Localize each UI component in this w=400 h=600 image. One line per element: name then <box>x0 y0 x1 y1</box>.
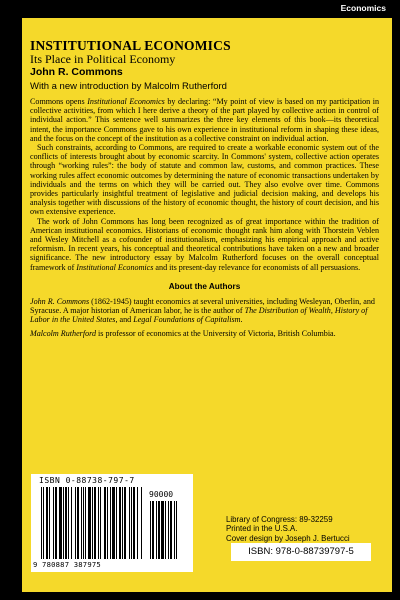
author-name: John R. Commons <box>30 296 90 306</box>
blurb <box>30 97 379 272</box>
barcode-supplement: 90000 <box>149 490 174 499</box>
book-title-italic: Institutional Economics <box>87 97 165 106</box>
publisher-info <box>226 515 350 543</box>
bio-text: . <box>240 315 243 325</box>
blurb-text: by declaring: “My point of view is based on my participation in collective activities, from which I here derive a theory of the part played by collective action in control of individual action.” This sentence well summarizes the three key elements of this book—its theoretical intent, the importance Commons gave to his own experience in institutional reform in shaping these ideas, and the focus on the concept of the institution as a collective constraint on individual action. <box>30 97 379 143</box>
blurb-paragraph-1 <box>30 97 379 143</box>
blurb-paragraph-3 <box>30 217 379 272</box>
work-title: Legal Foundations of Capitalism <box>133 315 241 325</box>
work-title: The Distribution of Wealth <box>244 306 331 316</box>
intro-credit: With a new introduction by Malcolm Rutherford <box>30 81 227 92</box>
work-title: History of Labor in the United States <box>30 306 368 325</box>
isbn-label: ISBN 0-88738-797-7 <box>39 476 135 485</box>
author-bio-commons <box>30 297 379 325</box>
blurb-text: and its present-day relevance for economists of all persuasions. <box>153 262 361 272</box>
bio-text: (1862-1945) taught economics at several universities, including Wesleyan, Oberlin, and Syracuse. A major historian of American labor, he is the author of <box>30 296 375 316</box>
author-bio-rutherford <box>30 329 379 338</box>
bio-text: is professor of economics at the University of Victoria, British Columbia. <box>96 329 336 339</box>
supplement-bars <box>150 501 184 559</box>
about-heading: About the Authors <box>168 281 241 291</box>
printed-in: Printed in the U.S.A. <box>226 524 298 534</box>
blurb-text: The work of John Commons has long been recognized as of great importance within the tradition of American institutional economics. Historians of economic thought rank him along with Thorstein Veblen and Wesley Mitchell as a cofounder of institutionalism, emphasizing his empirical approach and active reformism. In recent years, his conceptual and theoretical contributions have taken on a new and broader significance. The new introductory essay by Malcolm Rutherford focuses on the overall conceptual framework of <box>30 216 379 272</box>
barcode <box>31 474 193 572</box>
bio-text: , <box>330 306 335 316</box>
book-author: John R. Commons <box>30 66 123 78</box>
library-of-congress: Library of Congress: 89-32259 <box>226 515 333 524</box>
book-title: INSTITUTIONAL ECONOMICS <box>30 38 231 53</box>
author-name: Malcolm Rutherford <box>30 329 97 339</box>
about-authors <box>30 297 379 339</box>
bio-text: , and <box>115 315 134 325</box>
blurb-paragraph-2: Such constraints, according to Commons, are required to create a workable economic system out of the conflicts of interests brought about by economic scarcity. In Commons' system, collective action operates through “working rules”: the body of statute and common law, customs, and common practices. These working rules affect economic outcomes by determining the nature of economic transactions undertaken by individuals and the terms on which they will be carried out. They also evolve over time. Commons provides particularly insightful treatment of legislative and judicial decision making, and develops his analysis together with discussions of the history of economic thought, the history of court decision, and his own extensive experience. <box>30 143 379 217</box>
isbn13-label: ISBN: 978-0-88739797-5 <box>231 543 371 561</box>
blurb-text: Commons opens <box>30 97 88 106</box>
barcode-bars <box>41 487 145 559</box>
category-label: Economics <box>340 3 386 13</box>
cover-design-credit: Cover design by Joseph J. Bertucci <box>226 533 350 543</box>
barcode-number: 9 780887 387975 <box>33 560 101 569</box>
book-subtitle: Its Place in Political Economy <box>30 52 176 66</box>
book-title-italic: Institutional Economics <box>76 262 154 272</box>
cover-content <box>30 38 379 344</box>
